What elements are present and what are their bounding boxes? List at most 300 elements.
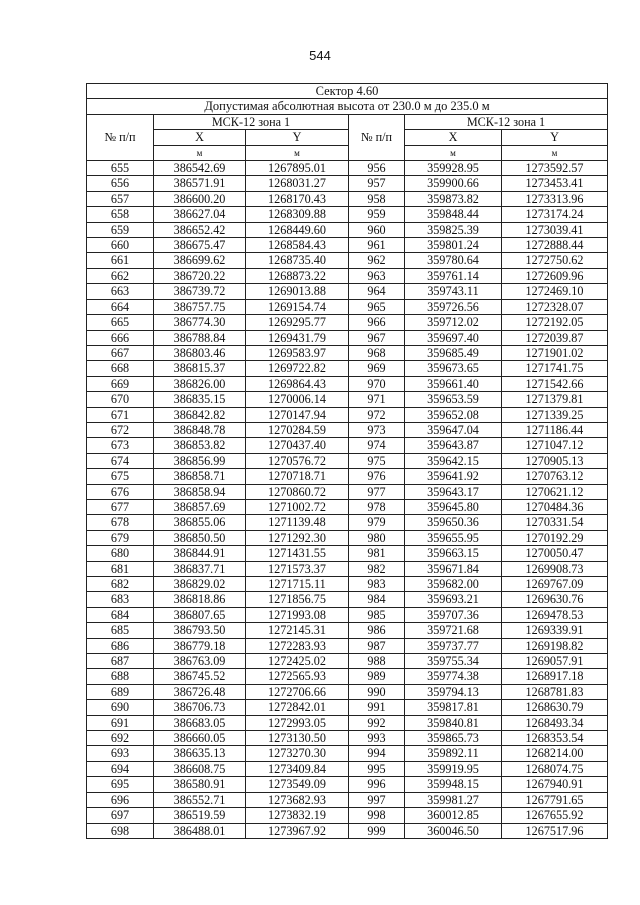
- x-coordinate: 386652.42: [154, 222, 246, 237]
- point-number: 995: [349, 761, 405, 776]
- table-row: [87, 330, 608, 345]
- y-coordinate: 1269198.82: [502, 638, 608, 653]
- x-coordinate: 359726.56: [405, 299, 502, 314]
- y-coordinate: 1268873.22: [246, 268, 349, 283]
- y-coordinate: 1267517.96: [502, 823, 608, 838]
- table-row: [87, 561, 608, 576]
- y-coordinate: 1268309.88: [246, 207, 349, 222]
- y-coordinate: 1268170.43: [246, 191, 349, 206]
- y-coordinate: 1273174.24: [502, 207, 608, 222]
- y-coordinate: 1273313.96: [502, 191, 608, 206]
- y-coordinate: 1268630.79: [502, 700, 608, 715]
- y-coordinate: 1271993.08: [246, 607, 349, 622]
- point-number: 977: [349, 484, 405, 499]
- table-row: [87, 715, 608, 730]
- y-coordinate: 1271856.75: [246, 592, 349, 607]
- sector-title: Сектор 4.60: [87, 84, 608, 99]
- table-row: [87, 438, 608, 453]
- table-row: [87, 761, 608, 776]
- point-number: 656: [87, 176, 154, 191]
- table-row: [87, 669, 608, 684]
- x-coordinate: 386842.82: [154, 407, 246, 422]
- y-coordinate: 1273453.41: [502, 176, 608, 191]
- x-coordinate: 386803.46: [154, 345, 246, 360]
- y-coordinate: 1270331.54: [502, 515, 608, 530]
- x-coordinate: 386726.48: [154, 684, 246, 699]
- x-coordinate: 386779.18: [154, 638, 246, 653]
- y-coordinate: 1272192.05: [502, 315, 608, 330]
- point-number: 657: [87, 191, 154, 206]
- point-number: 685: [87, 623, 154, 638]
- y-coordinate: 1268584.43: [246, 238, 349, 253]
- point-number: 978: [349, 499, 405, 514]
- x-coordinate: 386793.50: [154, 623, 246, 638]
- x-header-right: X: [405, 130, 502, 145]
- y-coordinate: 1270484.36: [502, 499, 608, 514]
- point-number: 992: [349, 715, 405, 730]
- y-coordinate: 1273832.19: [246, 808, 349, 823]
- y-coordinate: 1271715.11: [246, 577, 349, 592]
- x-coordinate: 386855.06: [154, 515, 246, 530]
- point-number: 974: [349, 438, 405, 453]
- point-number: 668: [87, 361, 154, 376]
- x-coordinate: 359948.15: [405, 777, 502, 792]
- table-row: [87, 376, 608, 391]
- point-number: 988: [349, 654, 405, 669]
- point-number: 971: [349, 392, 405, 407]
- x-coordinate: 359641.92: [405, 469, 502, 484]
- x-coordinate: 359780.64: [405, 253, 502, 268]
- point-number: 674: [87, 453, 154, 468]
- x-coordinate: 386763.09: [154, 654, 246, 669]
- y-coordinate: 1269339.91: [502, 623, 608, 638]
- table-row: [87, 161, 608, 176]
- point-number: 663: [87, 284, 154, 299]
- point-number: 976: [349, 469, 405, 484]
- y-coordinate: 1271741.75: [502, 361, 608, 376]
- y-coordinate: 1268449.60: [246, 222, 349, 237]
- y-coordinate: 1268493.34: [502, 715, 608, 730]
- table-row: [87, 530, 608, 545]
- y-coordinate: 1273592.57: [502, 161, 608, 176]
- point-number: 986: [349, 623, 405, 638]
- x-coordinate: 386788.84: [154, 330, 246, 345]
- point-number: 959: [349, 207, 405, 222]
- x-coordinate: 386627.04: [154, 207, 246, 222]
- x-coordinate: 359650.36: [405, 515, 502, 530]
- x-coordinate: 359697.40: [405, 330, 502, 345]
- point-number: 666: [87, 330, 154, 345]
- x-coordinate: 359848.44: [405, 207, 502, 222]
- point-number: 676: [87, 484, 154, 499]
- y-coordinate: 1271047.12: [502, 438, 608, 453]
- height-range: Допустимая абсолютная высота от 230.0 м до 235.0 м: [87, 99, 608, 114]
- x-coordinate: 386519.59: [154, 808, 246, 823]
- y-coordinate: 1272469.10: [502, 284, 608, 299]
- point-number: 680: [87, 546, 154, 561]
- x-coordinate: 359761.14: [405, 268, 502, 283]
- table-row: [87, 577, 608, 592]
- point-number: 692: [87, 731, 154, 746]
- y-coordinate: 1271002.72: [246, 499, 349, 514]
- table-row: [87, 345, 608, 360]
- x-coordinate: 359712.02: [405, 315, 502, 330]
- point-number: 993: [349, 731, 405, 746]
- y-coordinate: 1271139.48: [246, 515, 349, 530]
- point-number: 662: [87, 268, 154, 283]
- x-coordinate: 359737.77: [405, 638, 502, 653]
- x-coordinate: 359663.15: [405, 546, 502, 561]
- y-coordinate: 1273409.84: [246, 761, 349, 776]
- table-row: [87, 808, 608, 823]
- point-number: 686: [87, 638, 154, 653]
- x-coordinate: 386850.50: [154, 530, 246, 545]
- point-number: 985: [349, 607, 405, 622]
- point-number: 981: [349, 546, 405, 561]
- point-number: 983: [349, 577, 405, 592]
- y-coordinate: 1273967.92: [246, 823, 349, 838]
- table-row: [87, 654, 608, 669]
- table-row: [87, 268, 608, 283]
- table-row: [87, 299, 608, 314]
- point-number: 669: [87, 376, 154, 391]
- table-row: [87, 623, 608, 638]
- x-coordinate: 359642.15: [405, 453, 502, 468]
- x-coordinate: 359682.00: [405, 577, 502, 592]
- x-coordinate: 359653.59: [405, 392, 502, 407]
- point-number: 982: [349, 561, 405, 576]
- y-coordinate: 1268735.40: [246, 253, 349, 268]
- x-coordinate: 386807.65: [154, 607, 246, 622]
- point-number: 963: [349, 268, 405, 283]
- y-coordinate: 1269583.97: [246, 345, 349, 360]
- y-header-right: Y: [502, 130, 608, 145]
- x-coordinate: 386757.75: [154, 299, 246, 314]
- point-number: 998: [349, 808, 405, 823]
- x-coordinate: 359647.04: [405, 422, 502, 437]
- point-number: 958: [349, 191, 405, 206]
- x-coordinate: 386706.73: [154, 700, 246, 715]
- x-coordinate: 359707.36: [405, 607, 502, 622]
- point-number: 672: [87, 422, 154, 437]
- table-row: [87, 731, 608, 746]
- y-coordinate: 1268074.75: [502, 761, 608, 776]
- point-number: 961: [349, 238, 405, 253]
- point-number: 689: [87, 684, 154, 699]
- y-coordinate: 1268917.18: [502, 669, 608, 684]
- y-coordinate: 1269013.88: [246, 284, 349, 299]
- point-number: 996: [349, 777, 405, 792]
- point-number: 688: [87, 669, 154, 684]
- table-row: [87, 191, 608, 206]
- y-coordinate: 1270147.94: [246, 407, 349, 422]
- y-coordinate: 1267940.91: [502, 777, 608, 792]
- table-row: [87, 684, 608, 699]
- y-coordinate: 1270718.71: [246, 469, 349, 484]
- system-header-left: МСК-12 зона 1: [154, 114, 349, 129]
- table-row: [87, 207, 608, 222]
- table-row: [87, 453, 608, 468]
- y-coordinate: 1271186.44: [502, 422, 608, 437]
- y-coordinate: 1271292.30: [246, 530, 349, 545]
- point-number: 659: [87, 222, 154, 237]
- x-coordinate: 386600.20: [154, 191, 246, 206]
- x-coordinate: 359817.81: [405, 700, 502, 715]
- point-number: 664: [87, 299, 154, 314]
- point-number: 990: [349, 684, 405, 699]
- table-row: [87, 499, 608, 514]
- y-coordinate: 1273682.93: [246, 792, 349, 807]
- table-row: [87, 407, 608, 422]
- point-number: 960: [349, 222, 405, 237]
- y-coordinate: 1268031.27: [246, 176, 349, 191]
- y-coordinate: 1271431.55: [246, 546, 349, 561]
- x-coordinate: 359873.82: [405, 191, 502, 206]
- x-coordinate: 359825.39: [405, 222, 502, 237]
- y-coordinate: 1272039.87: [502, 330, 608, 345]
- point-number: 994: [349, 746, 405, 761]
- table-row: [87, 222, 608, 237]
- point-number: 684: [87, 607, 154, 622]
- point-number: 984: [349, 592, 405, 607]
- x-coordinate: 359645.80: [405, 499, 502, 514]
- point-number: 987: [349, 638, 405, 653]
- x-coordinate: 386745.52: [154, 669, 246, 684]
- x-header-left: X: [154, 130, 246, 145]
- point-number: 989: [349, 669, 405, 684]
- table-row: [87, 238, 608, 253]
- y-coordinate: 1268353.54: [502, 731, 608, 746]
- x-coordinate: 386542.69: [154, 161, 246, 176]
- point-number: 975: [349, 453, 405, 468]
- x-coordinate: 386826.00: [154, 376, 246, 391]
- num-header-right: № п/п: [349, 114, 405, 160]
- table-row: [87, 253, 608, 268]
- x-coordinate: 359643.17: [405, 484, 502, 499]
- point-number: 973: [349, 422, 405, 437]
- x-coordinate: 386815.37: [154, 361, 246, 376]
- x-coordinate: 359652.08: [405, 407, 502, 422]
- x-coordinate: 386837.71: [154, 561, 246, 576]
- y-coordinate: 1269630.76: [502, 592, 608, 607]
- y-coordinate: 1270860.72: [246, 484, 349, 499]
- table-row: [87, 484, 608, 499]
- y-coordinate: 1270576.72: [246, 453, 349, 468]
- x-coordinate: 359900.66: [405, 176, 502, 191]
- table-body: [87, 161, 608, 839]
- point-number: 693: [87, 746, 154, 761]
- y-coordinate: 1272842.01: [246, 700, 349, 715]
- x-coordinate: 359774.38: [405, 669, 502, 684]
- point-number: 671: [87, 407, 154, 422]
- point-number: 660: [87, 238, 154, 253]
- y-coordinate: 1270284.59: [246, 422, 349, 437]
- x-coordinate: 386675.47: [154, 238, 246, 253]
- point-number: 972: [349, 407, 405, 422]
- x-coordinate: 359673.65: [405, 361, 502, 376]
- point-number: 677: [87, 499, 154, 514]
- x-coordinate: 386739.72: [154, 284, 246, 299]
- point-number: 679: [87, 530, 154, 545]
- y-coordinate: 1272993.05: [246, 715, 349, 730]
- y-coordinate: 1270050.47: [502, 546, 608, 561]
- y-coordinate: 1272145.31: [246, 623, 349, 638]
- x-coordinate: 386856.99: [154, 453, 246, 468]
- y-coordinate: 1267895.01: [246, 161, 349, 176]
- unit-y-right: м: [502, 145, 608, 160]
- y-coordinate: 1269431.79: [246, 330, 349, 345]
- y-coordinate: 1270763.12: [502, 469, 608, 484]
- x-coordinate: 359840.81: [405, 715, 502, 730]
- x-coordinate: 359643.87: [405, 438, 502, 453]
- x-coordinate: 386848.78: [154, 422, 246, 437]
- table-row: [87, 607, 608, 622]
- page-number: 544: [309, 48, 331, 63]
- table-row: [87, 422, 608, 437]
- x-coordinate: 359794.13: [405, 684, 502, 699]
- point-number: 673: [87, 438, 154, 453]
- y-coordinate: 1269908.73: [502, 561, 608, 576]
- x-coordinate: 386844.91: [154, 546, 246, 561]
- point-number: 687: [87, 654, 154, 669]
- x-coordinate: 386635.13: [154, 746, 246, 761]
- table-row: [87, 176, 608, 191]
- table-row: [87, 700, 608, 715]
- x-coordinate: 386660.05: [154, 731, 246, 746]
- y-coordinate: 1268781.83: [502, 684, 608, 699]
- y-coordinate: 1271901.02: [502, 345, 608, 360]
- y-coordinate: 1269478.53: [502, 607, 608, 622]
- y-coordinate: 1272888.44: [502, 238, 608, 253]
- y-coordinate: 1271573.37: [246, 561, 349, 576]
- point-number: 999: [349, 823, 405, 838]
- y-coordinate: 1273130.50: [246, 731, 349, 746]
- x-coordinate: 359693.21: [405, 592, 502, 607]
- point-number: 670: [87, 392, 154, 407]
- point-number: 698: [87, 823, 154, 838]
- point-number: 695: [87, 777, 154, 792]
- table-row: [87, 823, 608, 838]
- y-coordinate: 1267655.92: [502, 808, 608, 823]
- point-number: 956: [349, 161, 405, 176]
- point-number: 964: [349, 284, 405, 299]
- point-number: 658: [87, 207, 154, 222]
- x-coordinate: 386720.22: [154, 268, 246, 283]
- point-number: 691: [87, 715, 154, 730]
- table-row: [87, 746, 608, 761]
- table-row: [87, 361, 608, 376]
- y-coordinate: 1272283.93: [246, 638, 349, 653]
- point-number: 690: [87, 700, 154, 715]
- table-row: [87, 592, 608, 607]
- y-coordinate: 1272609.96: [502, 268, 608, 283]
- y-coordinate: 1272706.66: [246, 684, 349, 699]
- point-number: 667: [87, 345, 154, 360]
- point-number: 681: [87, 561, 154, 576]
- y-coordinate: 1273270.30: [246, 746, 349, 761]
- table-row: [87, 792, 608, 807]
- x-coordinate: 386835.15: [154, 392, 246, 407]
- y-header-left: Y: [246, 130, 349, 145]
- y-coordinate: 1271379.81: [502, 392, 608, 407]
- y-coordinate: 1270621.12: [502, 484, 608, 499]
- x-coordinate: 386857.69: [154, 499, 246, 514]
- x-coordinate: 359655.95: [405, 530, 502, 545]
- y-coordinate: 1269864.43: [246, 376, 349, 391]
- x-coordinate: 386858.71: [154, 469, 246, 484]
- point-number: 697: [87, 808, 154, 823]
- x-coordinate: 386571.91: [154, 176, 246, 191]
- point-number: 965: [349, 299, 405, 314]
- table-row: [87, 515, 608, 530]
- point-number: 696: [87, 792, 154, 807]
- table-row: [87, 638, 608, 653]
- point-number: 665: [87, 315, 154, 330]
- point-number: 962: [349, 253, 405, 268]
- x-coordinate: 386829.02: [154, 577, 246, 592]
- y-coordinate: 1273039.41: [502, 222, 608, 237]
- x-coordinate: 386818.86: [154, 592, 246, 607]
- point-number: 968: [349, 345, 405, 360]
- y-coordinate: 1271542.66: [502, 376, 608, 391]
- x-coordinate: 359919.95: [405, 761, 502, 776]
- y-coordinate: 1270905.13: [502, 453, 608, 468]
- point-number: 967: [349, 330, 405, 345]
- x-coordinate: 386683.05: [154, 715, 246, 730]
- system-header-right: МСК-12 зона 1: [405, 114, 608, 129]
- x-coordinate: 386608.75: [154, 761, 246, 776]
- y-coordinate: 1269295.77: [246, 315, 349, 330]
- y-coordinate: 1267791.65: [502, 792, 608, 807]
- point-number: 694: [87, 761, 154, 776]
- y-coordinate: 1269767.09: [502, 577, 608, 592]
- x-coordinate: 386580.91: [154, 777, 246, 792]
- x-coordinate: 359671.84: [405, 561, 502, 576]
- table-row: [87, 315, 608, 330]
- coordinates-table: [86, 83, 608, 839]
- unit-x-left: м: [154, 145, 246, 160]
- x-coordinate: 359801.24: [405, 238, 502, 253]
- x-coordinate: 386774.30: [154, 315, 246, 330]
- x-coordinate: 386699.62: [154, 253, 246, 268]
- y-coordinate: 1270192.29: [502, 530, 608, 545]
- table-row: [87, 469, 608, 484]
- y-coordinate: 1269154.74: [246, 299, 349, 314]
- x-coordinate: 359892.11: [405, 746, 502, 761]
- x-coordinate: 359685.49: [405, 345, 502, 360]
- y-coordinate: 1272425.02: [246, 654, 349, 669]
- y-coordinate: 1271339.25: [502, 407, 608, 422]
- y-coordinate: 1270006.14: [246, 392, 349, 407]
- table-row: [87, 777, 608, 792]
- y-coordinate: 1272750.62: [502, 253, 608, 268]
- y-coordinate: 1272328.07: [502, 299, 608, 314]
- x-coordinate: 386858.94: [154, 484, 246, 499]
- point-number: 966: [349, 315, 405, 330]
- point-number: 661: [87, 253, 154, 268]
- point-number: 957: [349, 176, 405, 191]
- x-coordinate: 359928.95: [405, 161, 502, 176]
- point-number: 678: [87, 515, 154, 530]
- point-number: 675: [87, 469, 154, 484]
- table-row: [87, 546, 608, 561]
- point-number: 655: [87, 161, 154, 176]
- y-coordinate: 1269057.91: [502, 654, 608, 669]
- x-coordinate: 360012.85: [405, 808, 502, 823]
- y-coordinate: 1272565.93: [246, 669, 349, 684]
- y-coordinate: 1270437.40: [246, 438, 349, 453]
- x-coordinate: 359981.27: [405, 792, 502, 807]
